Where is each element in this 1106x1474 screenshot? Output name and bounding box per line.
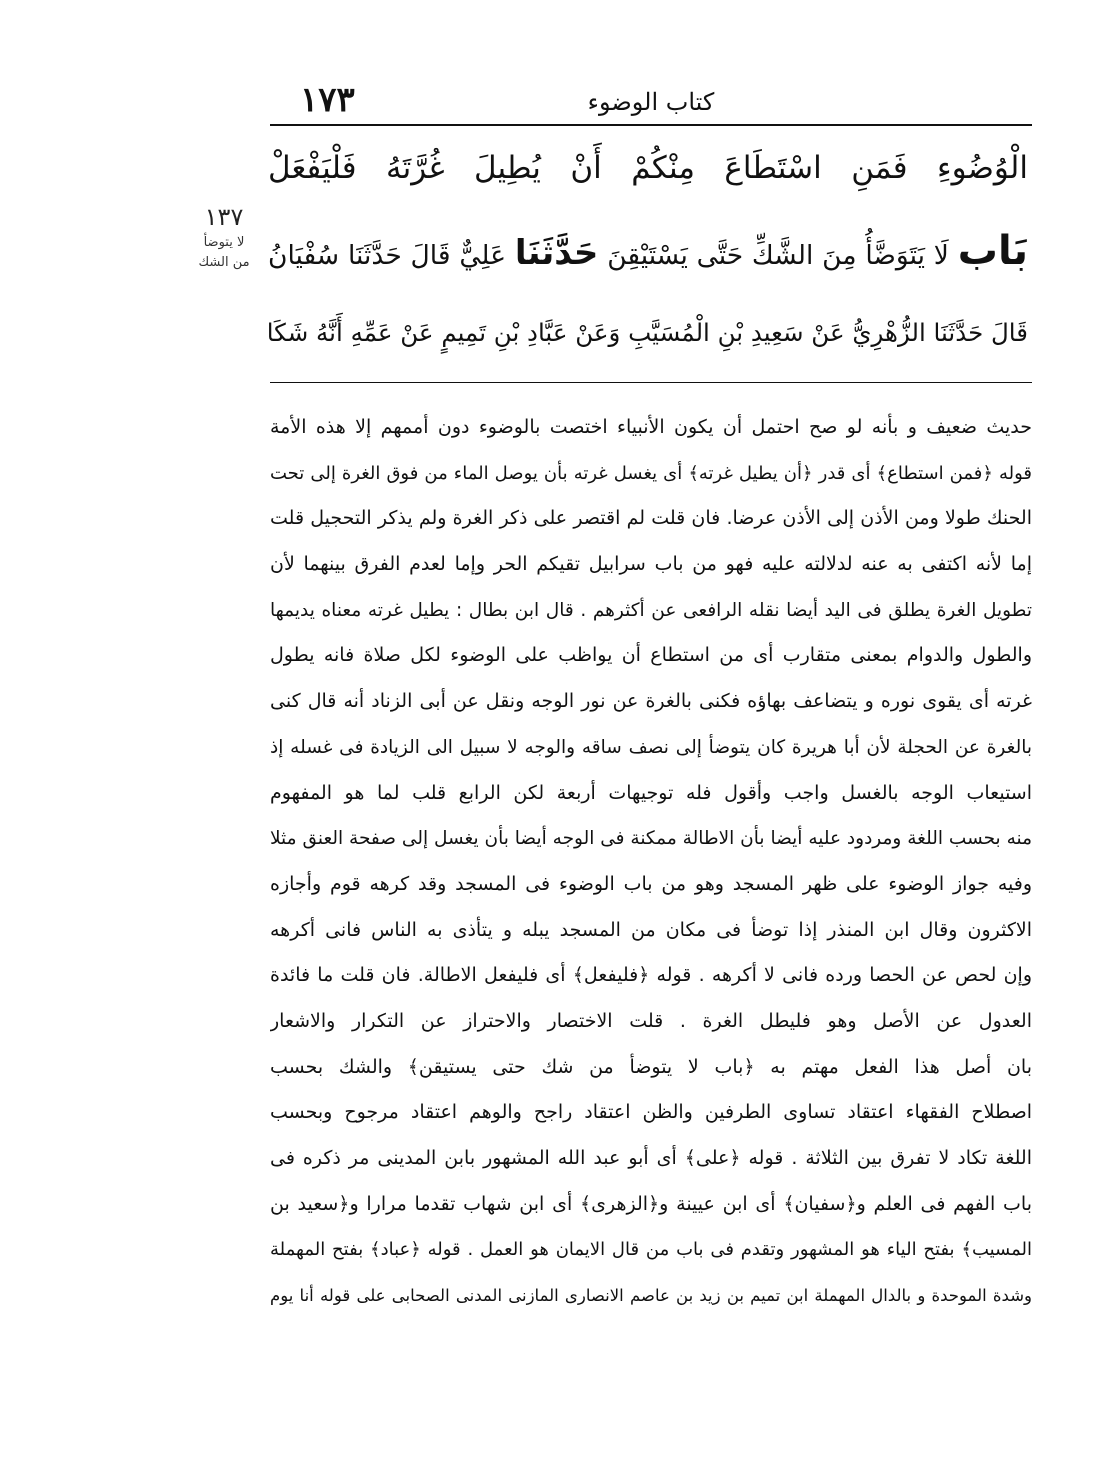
chapter-heading-bab: بَاب <box>957 228 1028 274</box>
commentary-line: غرته أى يقوى نوره و يتضاعف بهاؤه فكنى بالغرة عن نور الوجه ونقل عن أبى الزناد أنه قال كنى <box>270 690 1032 713</box>
commentary-line: قوله ﴿فمن استطاع﴾ أى قدر ﴿أن يطيل غرته﴾ أى يغسل غرته بأن يوصل الماء من فوق الغرة إلى تحت <box>270 462 1032 484</box>
isnad-start: عَلِيٌّ قَالَ حَدَّثَنَا سُفْيَانُ <box>268 240 507 271</box>
commentary-line: الحنك طولا ومن الأذن إلى الأذن عرضا. فان قلت لم اقتصر على ذكر الغرة ولم يذكر التحجيل قلت <box>270 507 1032 530</box>
commentary-line: الاكثرون وقال ابن المنذر إذا توضأ فى مكان من المسجد يبله و يتأذى به الناس فانى أكرهه <box>270 918 1032 941</box>
commentary-line: المسيب﴾ بفتح الياء هو المشهور وتقدم فى باب من قال الايمان هو العمل . قوله ﴿عباد﴾ بفتح المهملة <box>270 1239 1032 1261</box>
commentary-line: بالغرة عن الحجلة لأن أبا هريرة كان يتوضأ إلى نصف ساقه والوجه لا سبيل الى الزيادة فى غسله إذ <box>270 736 1032 758</box>
page-number: ١٧٣ <box>300 80 355 120</box>
header-rule <box>270 124 1032 126</box>
hadith-line-3: قَالَ حَدَّثَنَا الزُّهْرِيُّ عَنْ سَعِيدِ بْنِ الْمُسَيَّبِ وَعَنْ عَبَّادِ بْنِ تَمِيمٍ عَنْ عَمِّهِ أَنَّهُ شَكَا <box>266 318 1028 347</box>
margin-text-line-2: من الشك <box>198 255 250 270</box>
margin-text-line-1: لا يتوضأ <box>203 235 245 250</box>
commentary-line: منه بحسب اللغة ومردود عليه أيضا بأن الاطالة ممكنة فى الوجه أيضا بأن يغسل إلى صفحة العنق مثلا <box>270 828 1032 850</box>
commentary-line: اصطلاح الفقهاء اعتقاد تساوى الطرفين والظن اعتقاد راجح والوهم اعتقاد مرجوح وبحسب <box>270 1101 1032 1124</box>
commentary-line: العدول عن الأصل وهو فليطل الغرة . قلت الاختصار والاحتراز عن التكرار والاشعار <box>270 1009 1032 1032</box>
haddathana-word: حَدَّثَنَا <box>514 233 599 273</box>
page-header <box>270 80 1032 122</box>
commentary-line: إما لأنه اكتفى به عنه لدلالته عليه فهو من باب سرابيل تقيكم الحر وإما لعدم الفرق بينهما لأن <box>270 553 1032 576</box>
text-separator <box>270 382 1032 383</box>
hadith-line-2 <box>268 228 1028 274</box>
commentary-line: حديث ضعيف و بأنه لو صح احتمل أن يكون الأنبياء اختصت بالوضوء دون أممهم إلا هذه الأمة <box>270 416 1032 438</box>
margin-hadith-number: ١٣٧ <box>204 203 244 231</box>
margin-note <box>188 203 260 271</box>
running-title: كتاب الوضوء <box>587 88 715 116</box>
commentary-line: وإن لحص عن الحصا ورده فانى لا أكرهه . قوله ﴿فليفعل﴾ أى فليفعل الاطالة. فان قلت ما فائدة <box>270 964 1032 987</box>
commentary-line: اللغة تكاد لا تفرق بين الثلاثة . قوله ﴿على﴾ أى أبو عبد الله المشهور بابن المدينى مر ذكره فى <box>270 1147 1032 1169</box>
commentary-line: باب الفهم فى العلم و﴿سفيان﴾ أى ابن عيينة و﴿الزهرى﴾ أى ابن شهاب تقدما مرارا و﴿سعيد بن <box>270 1192 1032 1215</box>
commentary-line: بان أصل هذا الفعل مهتم به ﴿باب لا يتوضأ من شك حتى يستيقن﴾ والشك بحسب <box>270 1055 1032 1078</box>
commentary-line: والطول والدوام بمعنى متقارب أى من استطاع أن يواظب على الوضوء لكل صلاة فانه يطول <box>270 644 1032 667</box>
commentary-line: تطويل الغرة يطلق فى اليد أيضا نقله الرافعى عن أكثرهم . قال ابن بطال : يطيل غرته معناه يديمها <box>270 599 1032 621</box>
chapter-title: لَا يَتَوَضَّأُ مِنَ الشَّكِّ حَتَّى يَسْتَيْقِنَ <box>607 240 949 271</box>
hadith-line-1: الْوُضُوءِ فَمَنِ اسْتَطَاعَ مِنْكُمْ أَنْ يُطِيلَ غُرَّتَهُ فَلْيَفْعَلْ <box>268 150 1028 186</box>
commentary-line: وشدة الموحدة و بالدال المهملة ابن تميم بن زيد بن عاصم الانصارى المازنى المدنى الصحابى على قوله أنا يوم <box>270 1286 1032 1306</box>
commentary-block <box>270 405 1032 1319</box>
commentary-line: استيعاب الوجه بالغسل واجب وأقول فله توجيهات أربعة لكن الرابع قلب لما هو المفهوم <box>270 781 1032 804</box>
commentary-line: وفيه جواز الوضوء على ظهر المسجد وهو من باب الوضوء فى المسجد وقد كرهه قوم وأجازه <box>270 872 1032 895</box>
